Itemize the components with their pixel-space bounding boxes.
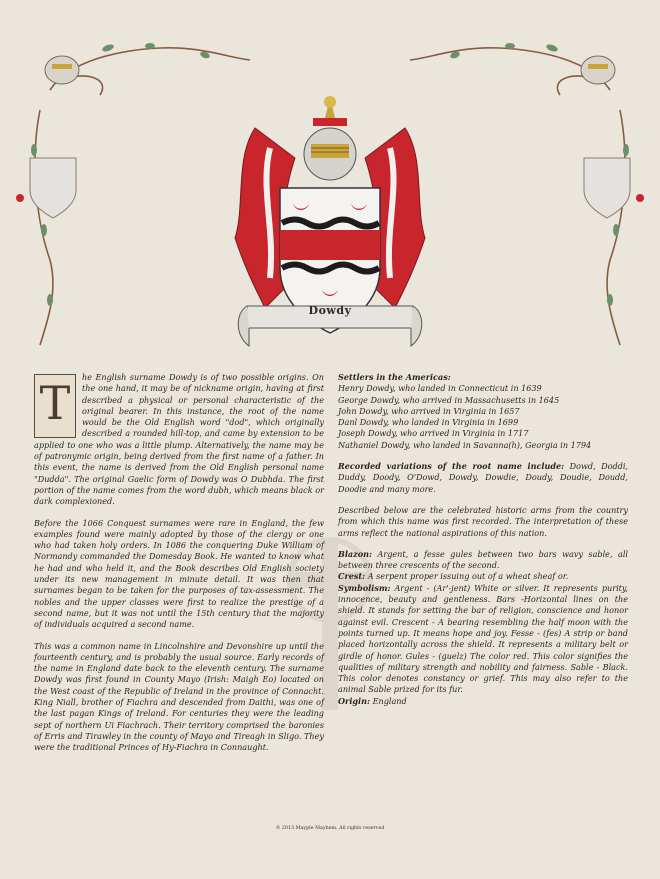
blazon-paragraph xyxy=(338,549,628,572)
symbolism-paragraph xyxy=(338,583,628,696)
drop-cap-letter: T xyxy=(39,376,71,430)
history-text-1: he English surname Dowdy is of two possible origins. On the one hand, it may be of nickname origin, having at first described a physical or personal characteristic of the original bearer. In this instance, the root of the name would be the Old English word "dod", which originally described a rounded hill-top, and came by extension to be applied to one who was a little plump. Alternatively, the name may be of patronymic origin, being derived from the first name of a father. In this event, the name is derived from the Old English personal name "Dudda". The original Gaelic form of Dowdy was O Dubhda. The first portion of the name comes from the word dubh, which means black or dark complexioned. xyxy=(34,372,324,507)
blazon-label: Blazon: xyxy=(338,548,373,559)
origin-text: England xyxy=(372,695,407,706)
settler-item: Henry Dowdy, who landed in Connecticut in 1639 xyxy=(338,383,542,394)
variations-text: Dowd, Doddi, Duddy, Doody, O'Dowd, Dowdy, Dowdie, Doudy, Doudie, Doudd, Doodie and many more. xyxy=(338,461,628,494)
details-column xyxy=(338,372,628,717)
history-paragraph-1 xyxy=(34,372,324,508)
drop-cap xyxy=(34,374,76,438)
history-paragraph-2: Before the 1066 Conquest surnames were rare in England, the few examples found were mainly adopted by those of the clergy or one who had taken holy orders. In 1086 the conquering Duke William of Normandy commanded the Domesday Book. He wanted to know what he had and who held it, and the Book describes Old English society under its new management in minute detail. It was then that surnames began to be taken for the purposes of tax-assessment. The nobles and the upper classes were first to realize the prestige of a second name, but it was not until the 15th century that the majority of individuals acquired a second name. xyxy=(34,517,324,630)
settlers-list xyxy=(338,372,628,451)
history-paragraph-3: This was a common name in Lincolnshire and Devonshire up until the fourteenth century, and is probably the usual source. Early records of the name in England date back to the eleventh century. The surname Dowdy was first found in County Mayo (Irish: Maigh Eo) located on the West coast of the Republic of Ireland in the province of Connacht. King Niall, brother of Fiachra and descended from Daithi, was one of the last pagan Kings of Ireland. For centuries they were the leading sept of northern Ui Fiachrach. Their territory comprised the baronies of Erris and Tirawley in the county of Mayo and Tireagh in Sligo. They were the traditional Princes of Hy-Fiachra in Connaught. xyxy=(34,640,324,753)
symbolism-label: Symbolism: xyxy=(338,582,391,593)
settler-item: John Dowdy, who arrived in Virginia in 1657 xyxy=(338,405,520,416)
crest-paragraph xyxy=(338,571,628,582)
arms-intro: Described below are the celebrated historic arms from the country from which this name was first recorded. The interpretation of these arms reflect the national aspirations of this nation. xyxy=(338,504,628,538)
blazon-text: Argent, a fesse gules between two bars wavy sable, all between three crescents of the second. xyxy=(338,548,628,571)
settler-item: Nathaniel Dowdy, who landed in Savanna(h), Georgia in 1794 xyxy=(338,439,592,450)
settler-item: Danl Dowdy, who landed in Virginia in 1699 xyxy=(338,417,519,428)
helmet xyxy=(304,128,356,180)
settler-item: George Dowdy, who arrived in Massachusetts in 1645 xyxy=(338,394,560,405)
coat-of-arms xyxy=(225,88,435,368)
copyright-footer: © 2013 Mayple Mayhem. All rights reserved xyxy=(275,826,385,831)
variations-label: Recorded variations of the root name include: xyxy=(338,461,565,472)
crest-label: Crest: xyxy=(338,571,366,582)
symbolism-text: Argent - (Ar'-jent) White or silver. It represents purity, innocence, beauty and gentleness. Bars -Horizontal lines on the shield. It stands for setting the bar of religion, conscience and honor against evil. Crescent - A bearing resembling the half moon with the points turned up. It means hope and joy. Fesse - (fes) A strip or band placed horizontally across the shield. It represents a military belt or girdle of honor. Gules - (guelz) The color red. This color signifies the qualities of military strength and nobility and fairness. Sable - Black. This color denotes constancy or grief. This may also refer to the animal Sable prized for its fur. xyxy=(338,582,628,695)
history-column xyxy=(34,372,324,764)
settler-item: Joseph Dowdy, who arrived in Virginia in 1717 xyxy=(338,428,529,439)
settlers-heading: Settlers in the Americas: xyxy=(338,372,451,382)
variations-paragraph xyxy=(338,461,628,495)
surname-scroll-text: Dowdy xyxy=(308,304,352,317)
origin-label: Origin: xyxy=(338,695,370,706)
origin-paragraph xyxy=(338,696,628,707)
crest-text: A serpent proper issuing out of a wheat sheaf or. xyxy=(367,571,569,582)
corner-helmet-left xyxy=(45,56,79,84)
